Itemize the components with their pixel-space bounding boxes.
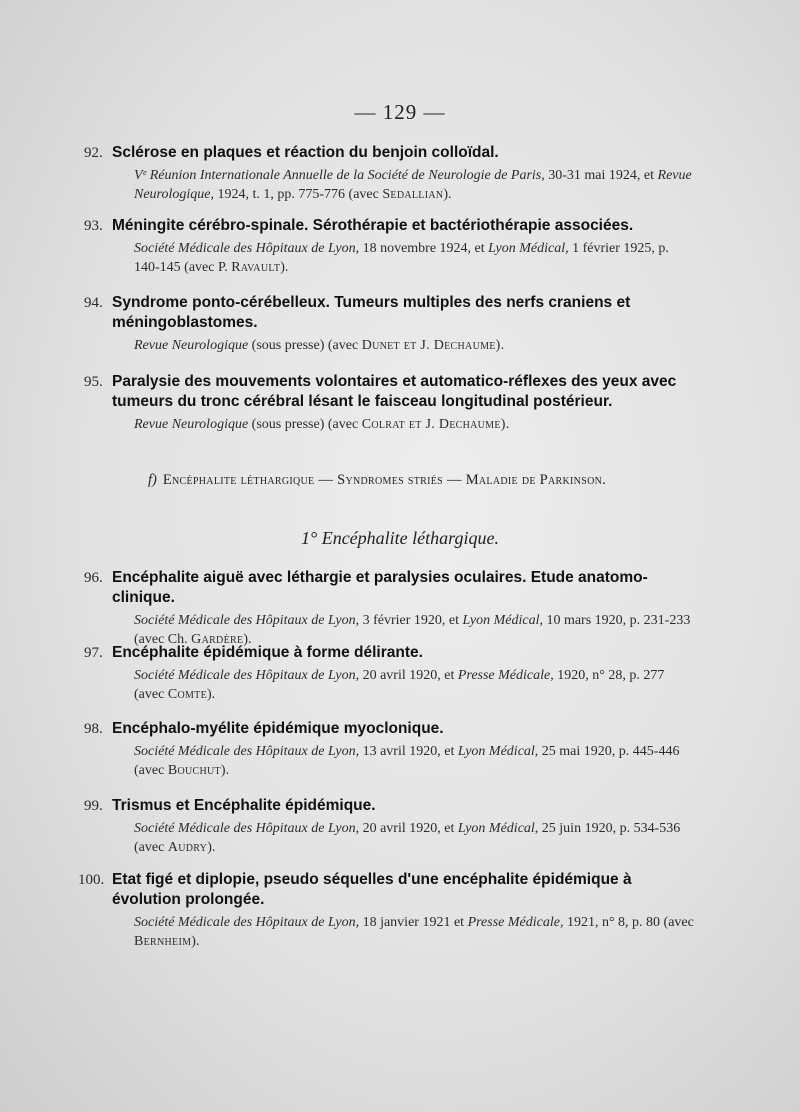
ref-author: Bouchut xyxy=(167,763,221,778)
ref-author: Gardère xyxy=(191,632,244,647)
ref-end: ). xyxy=(191,934,200,949)
ref-text: 13 avril 1920, et xyxy=(359,744,458,759)
entry-title: Encéphalite épidémique à forme délirante. xyxy=(112,644,423,661)
ref-source: Revue Neurologique xyxy=(134,338,249,353)
bibliography-entry xyxy=(84,372,694,434)
ref-tail: 1924, t. 1, pp. 775-776 (avec xyxy=(213,187,383,202)
ref-author: Audry xyxy=(167,840,208,855)
subsection-title xyxy=(0,528,800,549)
bibliography-entry xyxy=(78,870,694,951)
bibliography-entry xyxy=(84,719,694,780)
ref-journal: Lyon Médical, xyxy=(462,613,543,628)
ref-text: 30-31 mai 1924, et xyxy=(544,168,658,183)
entry-title: Trismus et Encéphalite épidémique. xyxy=(112,797,376,814)
ref-tail: 10 mars 1920, p. 231-233 (avec Ch. xyxy=(134,613,691,647)
ref-text: 18 novembre 1924, et xyxy=(359,241,489,256)
ref-text: (sous presse) (avec xyxy=(248,417,362,432)
entry-number: 97. xyxy=(84,645,103,661)
ref-text: 20 avril 1920, et xyxy=(359,821,458,836)
ref-tail: 1920, n° 28, p. 277 (avec xyxy=(134,668,665,702)
entry-reference xyxy=(134,666,694,704)
ref-source: Société Médicale des Hôpitaux de Lyon, xyxy=(134,821,360,836)
ref-source: Société Médicale des Hôpitaux de Lyon, xyxy=(134,915,360,930)
ref-end: ). xyxy=(207,840,216,855)
bibliography-entry xyxy=(84,293,694,355)
entry-number: 96. xyxy=(84,570,103,586)
entry-title: Etat figé et diplopie, pseudo séquelles d'une encéphalite épidémique à évolution prolongée. xyxy=(112,871,632,908)
ref-text: 20 avril 1920, et xyxy=(359,668,458,683)
entry-title: Méningite cérébro-spinale. Sérothérapie et bactériothérapie associées. xyxy=(112,217,634,234)
entry-reference xyxy=(134,239,694,277)
ref-source: Revue Neurologique xyxy=(134,417,249,432)
section-marker: f) xyxy=(148,472,157,488)
entry-number: 94. xyxy=(84,295,103,311)
bibliography-entry xyxy=(84,796,694,857)
bibliography-entry xyxy=(84,568,694,649)
entry-reference xyxy=(134,819,694,857)
bibliography-entry xyxy=(84,643,694,704)
ref-journal: Revue Neurologique, xyxy=(134,168,692,202)
ref-end: ). xyxy=(443,187,452,202)
page-number: — 129 — xyxy=(354,100,446,124)
entry-reference xyxy=(134,415,694,434)
ref-text: (sous presse) (avec xyxy=(248,338,362,353)
entry-number: 99. xyxy=(84,798,103,814)
ref-tail: 1921, n° 8, p. 80 (avec xyxy=(563,915,694,930)
bibliography-entry xyxy=(84,143,694,204)
entry-reference xyxy=(134,166,694,204)
ref-text: 3 février 1920, et xyxy=(359,613,463,628)
ref-end: ). xyxy=(243,632,252,647)
ref-end: ). xyxy=(280,260,289,275)
ref-end: ). xyxy=(220,763,230,778)
ref-end: et J. Dechaume). xyxy=(399,338,505,353)
ref-journal: Lyon Médical, xyxy=(457,821,539,836)
ref-end: ). xyxy=(206,687,216,702)
entry-title: Syndrome ponto-cérébelleux. Tumeurs multiples des nerfs craniens et méningoblastomes. xyxy=(112,294,631,331)
entry-number: 100. xyxy=(78,872,105,888)
ref-tail: 1 février 1925, p. 140-145 (avec P. xyxy=(134,241,669,275)
section-title: Encéphalite léthargique — Syndromes striés — Maladie de Parkinson. xyxy=(162,472,607,488)
entry-title: Sclérose en plaques et réaction du benjoin colloïdal. xyxy=(112,144,499,161)
entry-title: Encéphalite aiguë avec léthargie et paralysies oculaires. Etude anatomo-clinique. xyxy=(112,569,648,606)
ref-journal: Lyon Médical, xyxy=(457,744,539,759)
subsection-label: 1° Encéphalite léthargique. xyxy=(301,528,499,548)
ref-author: Dunet xyxy=(361,338,400,353)
ref-source: Société Médicale des Hôpitaux de Lyon, xyxy=(134,744,360,759)
ref-author: Comte xyxy=(167,687,207,702)
ref-author: Sedallian xyxy=(382,187,444,202)
ref-author: Colrat xyxy=(361,417,406,432)
entry-number: 92. xyxy=(84,145,103,161)
ref-journal: Presse Médicale, xyxy=(467,915,564,930)
entry-number: 93. xyxy=(84,218,103,234)
entry-reference xyxy=(134,913,694,951)
bibliography-entry xyxy=(84,216,694,277)
ref-source: Vᵉ Réunion Internationale Annuelle de la Société de Neurologie de Paris, xyxy=(134,168,545,183)
ref-text: 18 janvier 1921 et xyxy=(359,915,468,930)
entry-reference xyxy=(134,336,694,355)
entry-title: Encéphalo-myélite épidémique myoclonique. xyxy=(112,720,444,737)
section-heading xyxy=(148,470,693,490)
ref-author: Ravault xyxy=(231,260,281,275)
ref-source: Société Médicale des Hôpitaux de Lyon, xyxy=(134,613,360,628)
entry-reference xyxy=(134,742,694,780)
ref-tail: 25 mai 1920, p. 445-446 (avec xyxy=(134,744,680,778)
ref-source: Société Médicale des Hôpitaux de Lyon, xyxy=(134,241,360,256)
ref-journal: Presse Médicale, xyxy=(457,668,554,683)
ref-source: Société Médicale des Hôpitaux de Lyon, xyxy=(134,668,360,683)
entry-number: 98. xyxy=(84,721,103,737)
ref-tail: 25 juin 1920, p. 534-536 (avec xyxy=(134,821,681,855)
ref-journal: Lyon Médical, xyxy=(488,241,569,256)
entry-number: 95. xyxy=(84,374,103,390)
entry-title: Paralysie des mouvements volontaires et automatico-réflexes des yeux avec tumeurs du tronc cérébral lésant le faisceau longitudinal postérieur. xyxy=(112,373,677,410)
ref-author: Bernheim xyxy=(134,934,192,949)
ref-end: et J. Dechaume). xyxy=(405,417,510,432)
